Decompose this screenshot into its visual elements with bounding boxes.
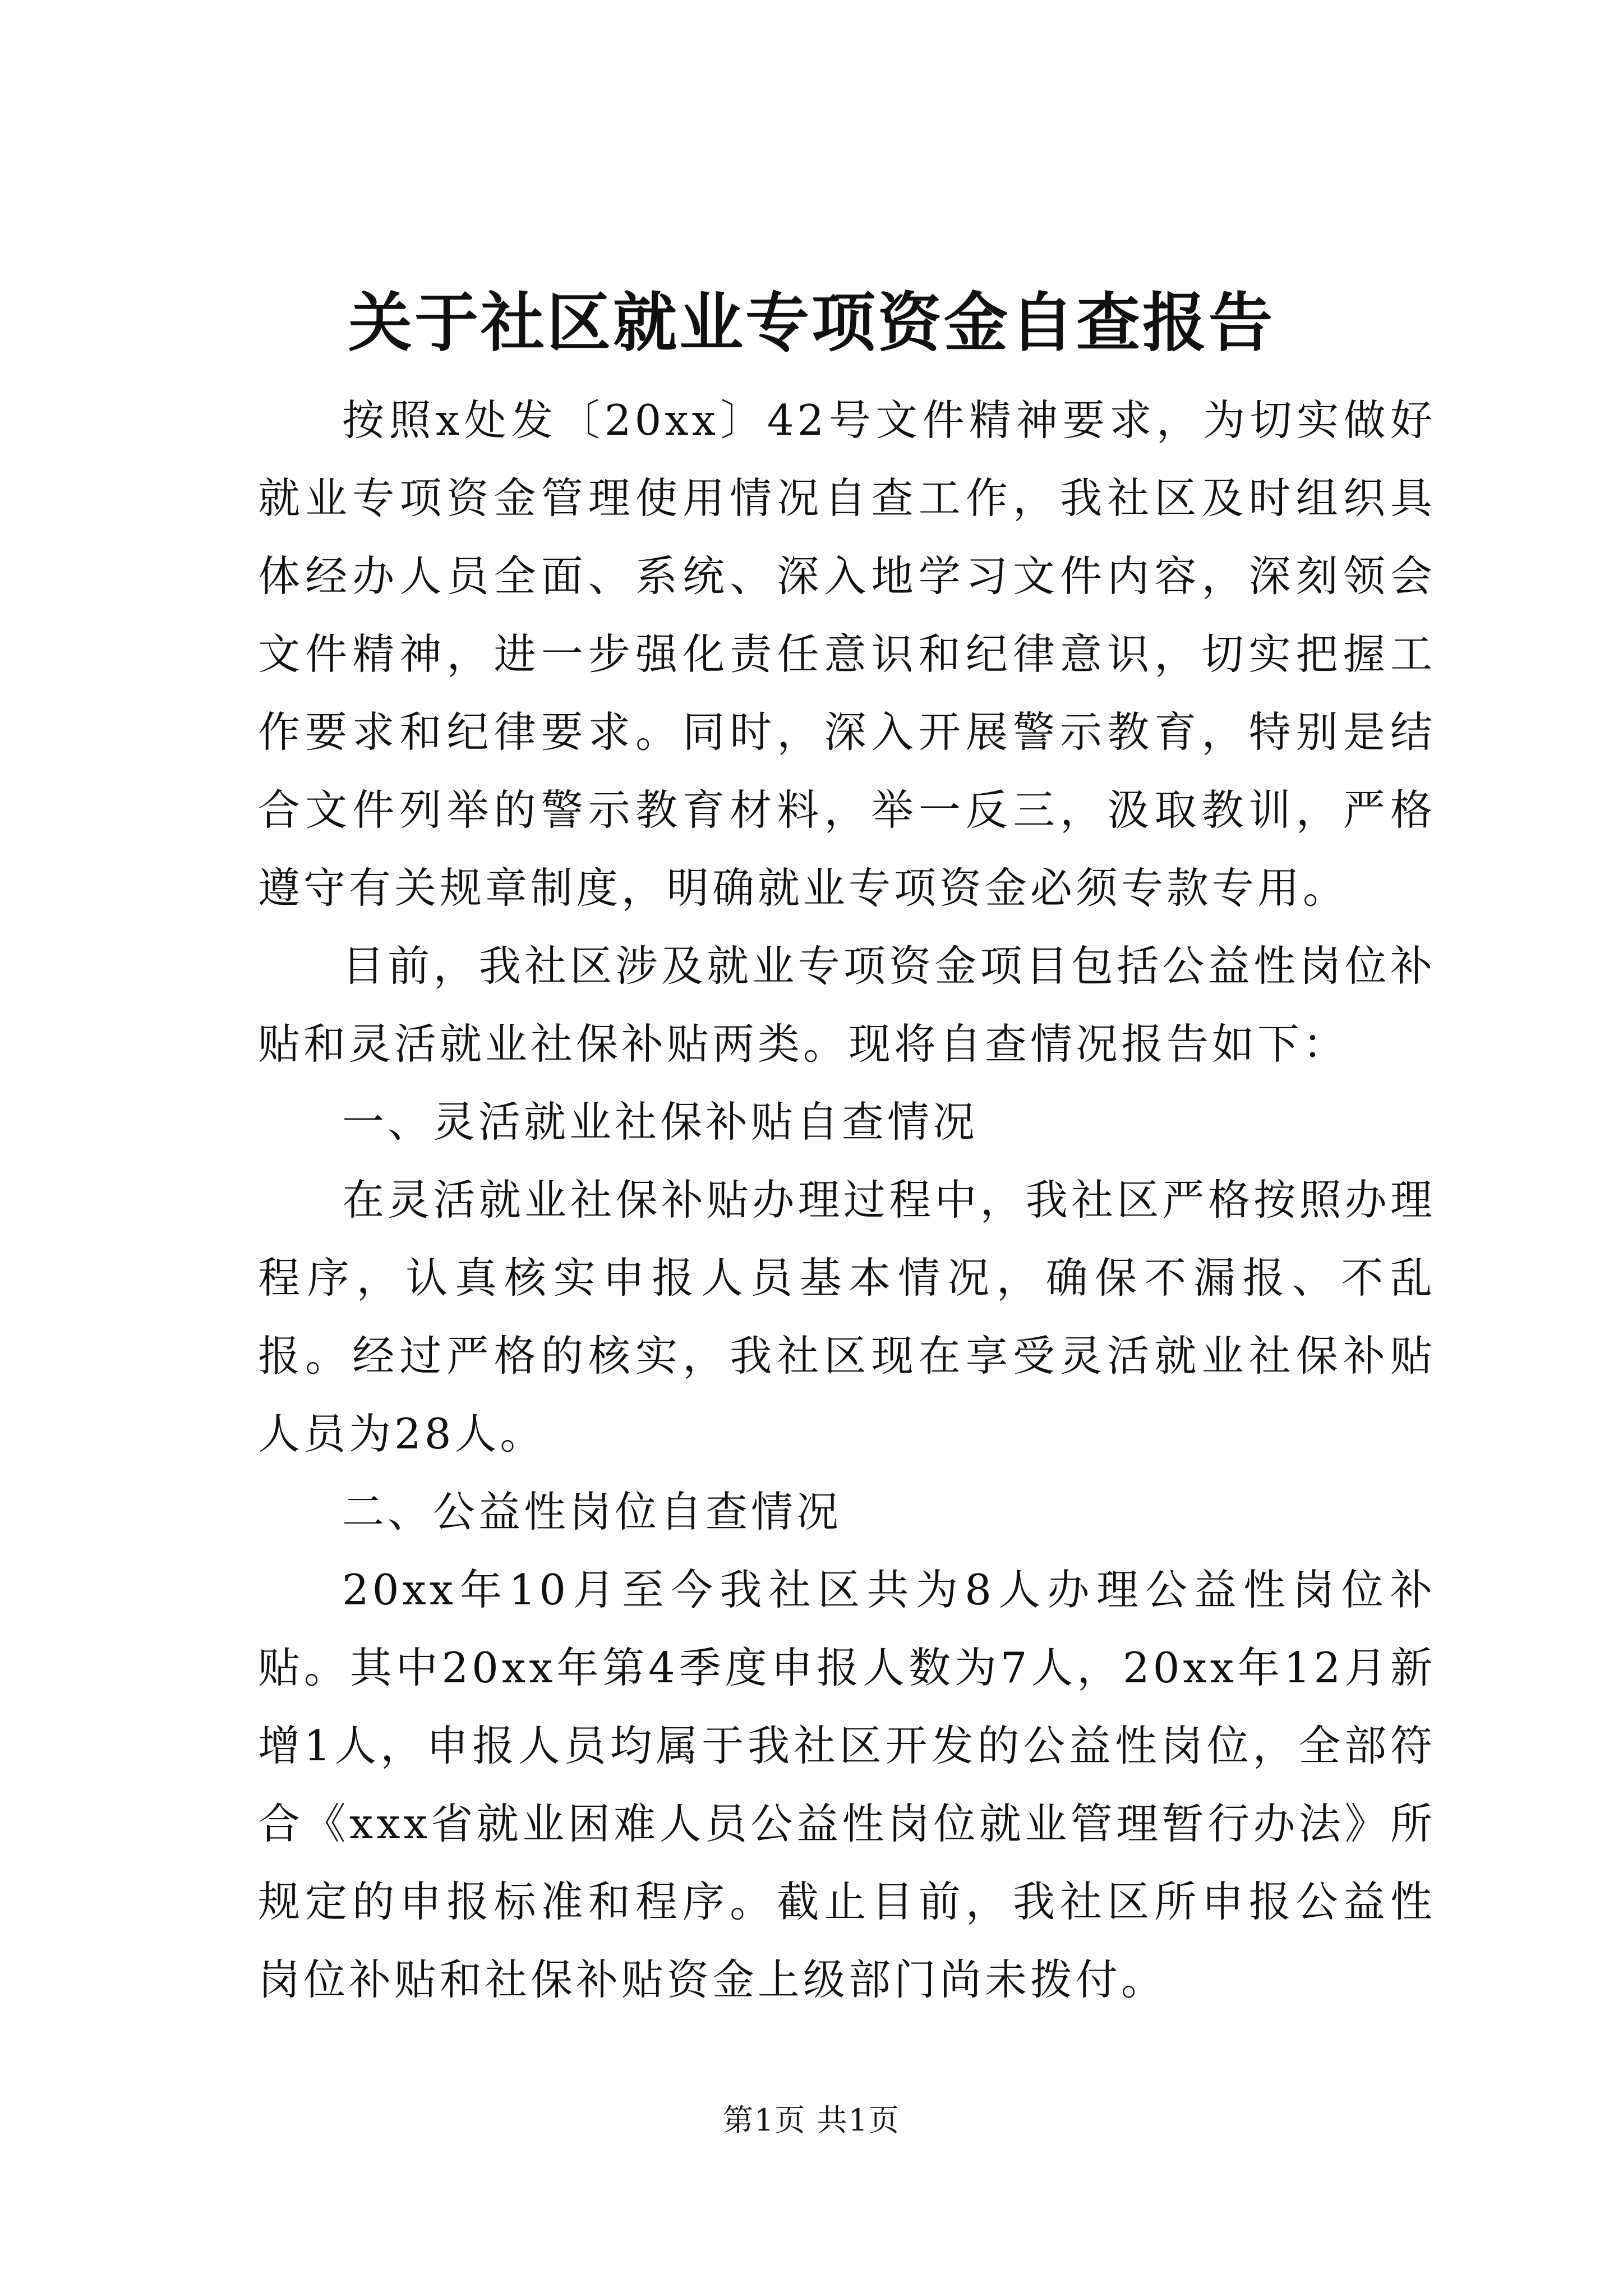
document-body bbox=[258, 381, 1436, 2019]
paragraph-overview: 目前，我社区涉及就业专项资金项目包括公益性岗位补贴和灵活就业社保补贴两类。现将自查情况报告如下： bbox=[258, 941, 1436, 1069]
paragraph-public-welfare-posts: 20xx年10月至今我社区共为8人办理公益性岗位补贴。其中20xx年第4季度申报人数为7人，20xx年12月新增1人，申报人员均属于我社区开发的公益性岗位，全部符合《xxx省就业困难人员公益性岗位就业管理暂行办法》所规定的申报标准和程序。截止目前，我社区所申报公益性岗位补贴和社保补贴资金上级部门尚未拨付。 bbox=[258, 1565, 1436, 2004]
section-heading-public-welfare-posts: 二、公益性岗位自查情况 bbox=[342, 1487, 842, 1536]
paragraph-intro: 按照x处发〔20xx〕42号文件精神要求，为切实做好就业专项资金管理使用情况自查工作，我社区及时组织具体经办人员全面、系统、深入地学习文件内容，深刻领会文件精神，进一步强化责任意识和纪律意识，切实把握工作要求和纪律要求。同时，深入开展警示教育，特别是结合文件列举的警示教育材料，举一反三，汲取教训，严格遵守有关规章制度，明确就业专项资金必须专款专用。 bbox=[258, 395, 1436, 913]
paragraph-flexible-employment: 在灵活就业社保补贴办理过程中，我社区严格按照办理程序，认真核实申报人员基本情况，确保不漏报、不乱报。经过严格的核实，我社区现在享受灵活就业社保补贴人员为28人。 bbox=[258, 1175, 1436, 1458]
page-footer: 第1页 共1页 bbox=[723, 2102, 900, 2138]
document-title: 关于社区就业专项资金自查报告 bbox=[348, 285, 1275, 360]
section-heading-flexible-employment: 一、灵活就业社保补贴自查情况 bbox=[342, 1097, 979, 1147]
